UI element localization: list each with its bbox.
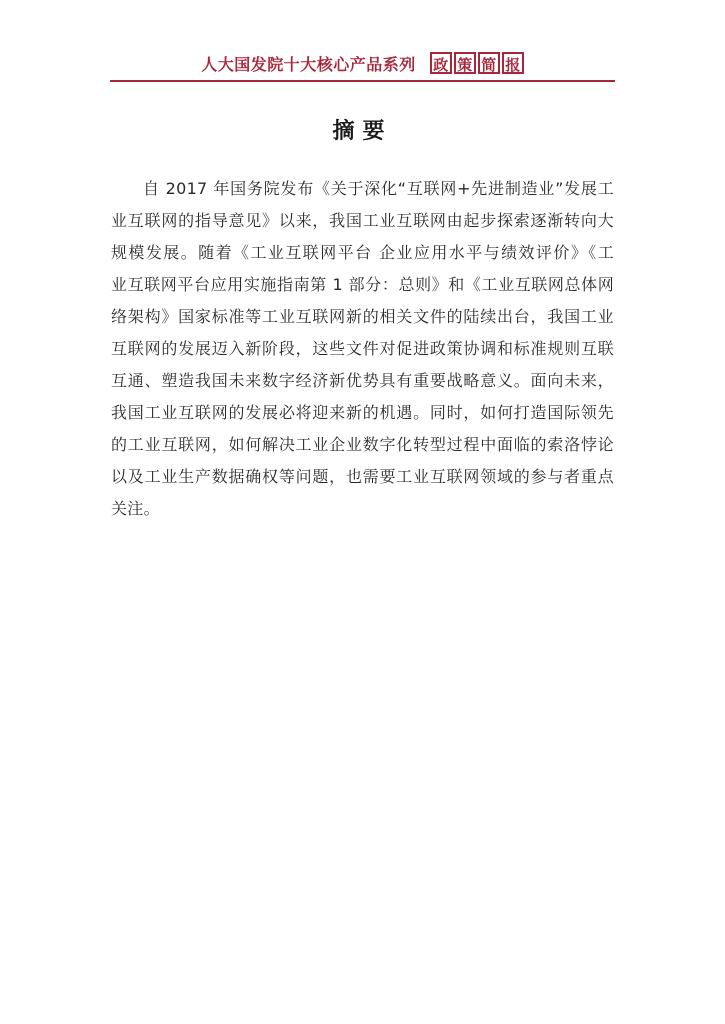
header-divider: [110, 80, 615, 82]
abstract-line: 络架构》国家标准等工业互联网新的相关文件的陆续出台，我国工业: [111, 307, 614, 326]
badge-char: 政: [430, 52, 452, 74]
abstract-line: 业互联网的指导意见》以来，我国工业互联网由起步探索逐渐转向大: [111, 211, 614, 230]
abstract-line: 关注。: [111, 499, 160, 518]
abstract-line: 我国工业互联网的发展必将迎来新的机遇。同时，如何打造国际领先: [111, 403, 614, 422]
page-header: [110, 48, 615, 78]
abstract-line: 互通、塑造我国未来数字经济新优势具有重要战略意义。面向未来，: [111, 371, 614, 390]
abstract-line: 自 2017 年国务院发布《关于深化“互联网+先进制造业”发展工: [143, 179, 614, 198]
policy-brief-badge: [430, 52, 524, 74]
abstract-line: 业互联网平台应用实施指南第 1 部分：总则》和《工业互联网总体网: [111, 275, 614, 294]
series-title: 人大国发院十大核心产品系列: [201, 54, 416, 74]
abstract-line: 规模发展。随着《工业互联网平台 企业应用水平与绩效评价》《工: [111, 243, 614, 262]
abstract-line: 互联网的发展迈入新阶段，这些文件对促进政策协调和标准规则互联: [111, 339, 614, 358]
section-title: 摘要: [332, 118, 393, 144]
abstract-line: 的工业互联网，如何解决工业企业数字化转型过程中面临的索洛悖论: [111, 435, 614, 454]
abstract-line: 以及工业生产数据确权等问题，也需要工业互联网领域的参与者重点: [111, 467, 614, 486]
badge-char: 报: [502, 52, 524, 74]
badge-char: 策: [454, 52, 476, 74]
abstract-body: [111, 173, 614, 525]
badge-char: 简: [478, 52, 500, 74]
